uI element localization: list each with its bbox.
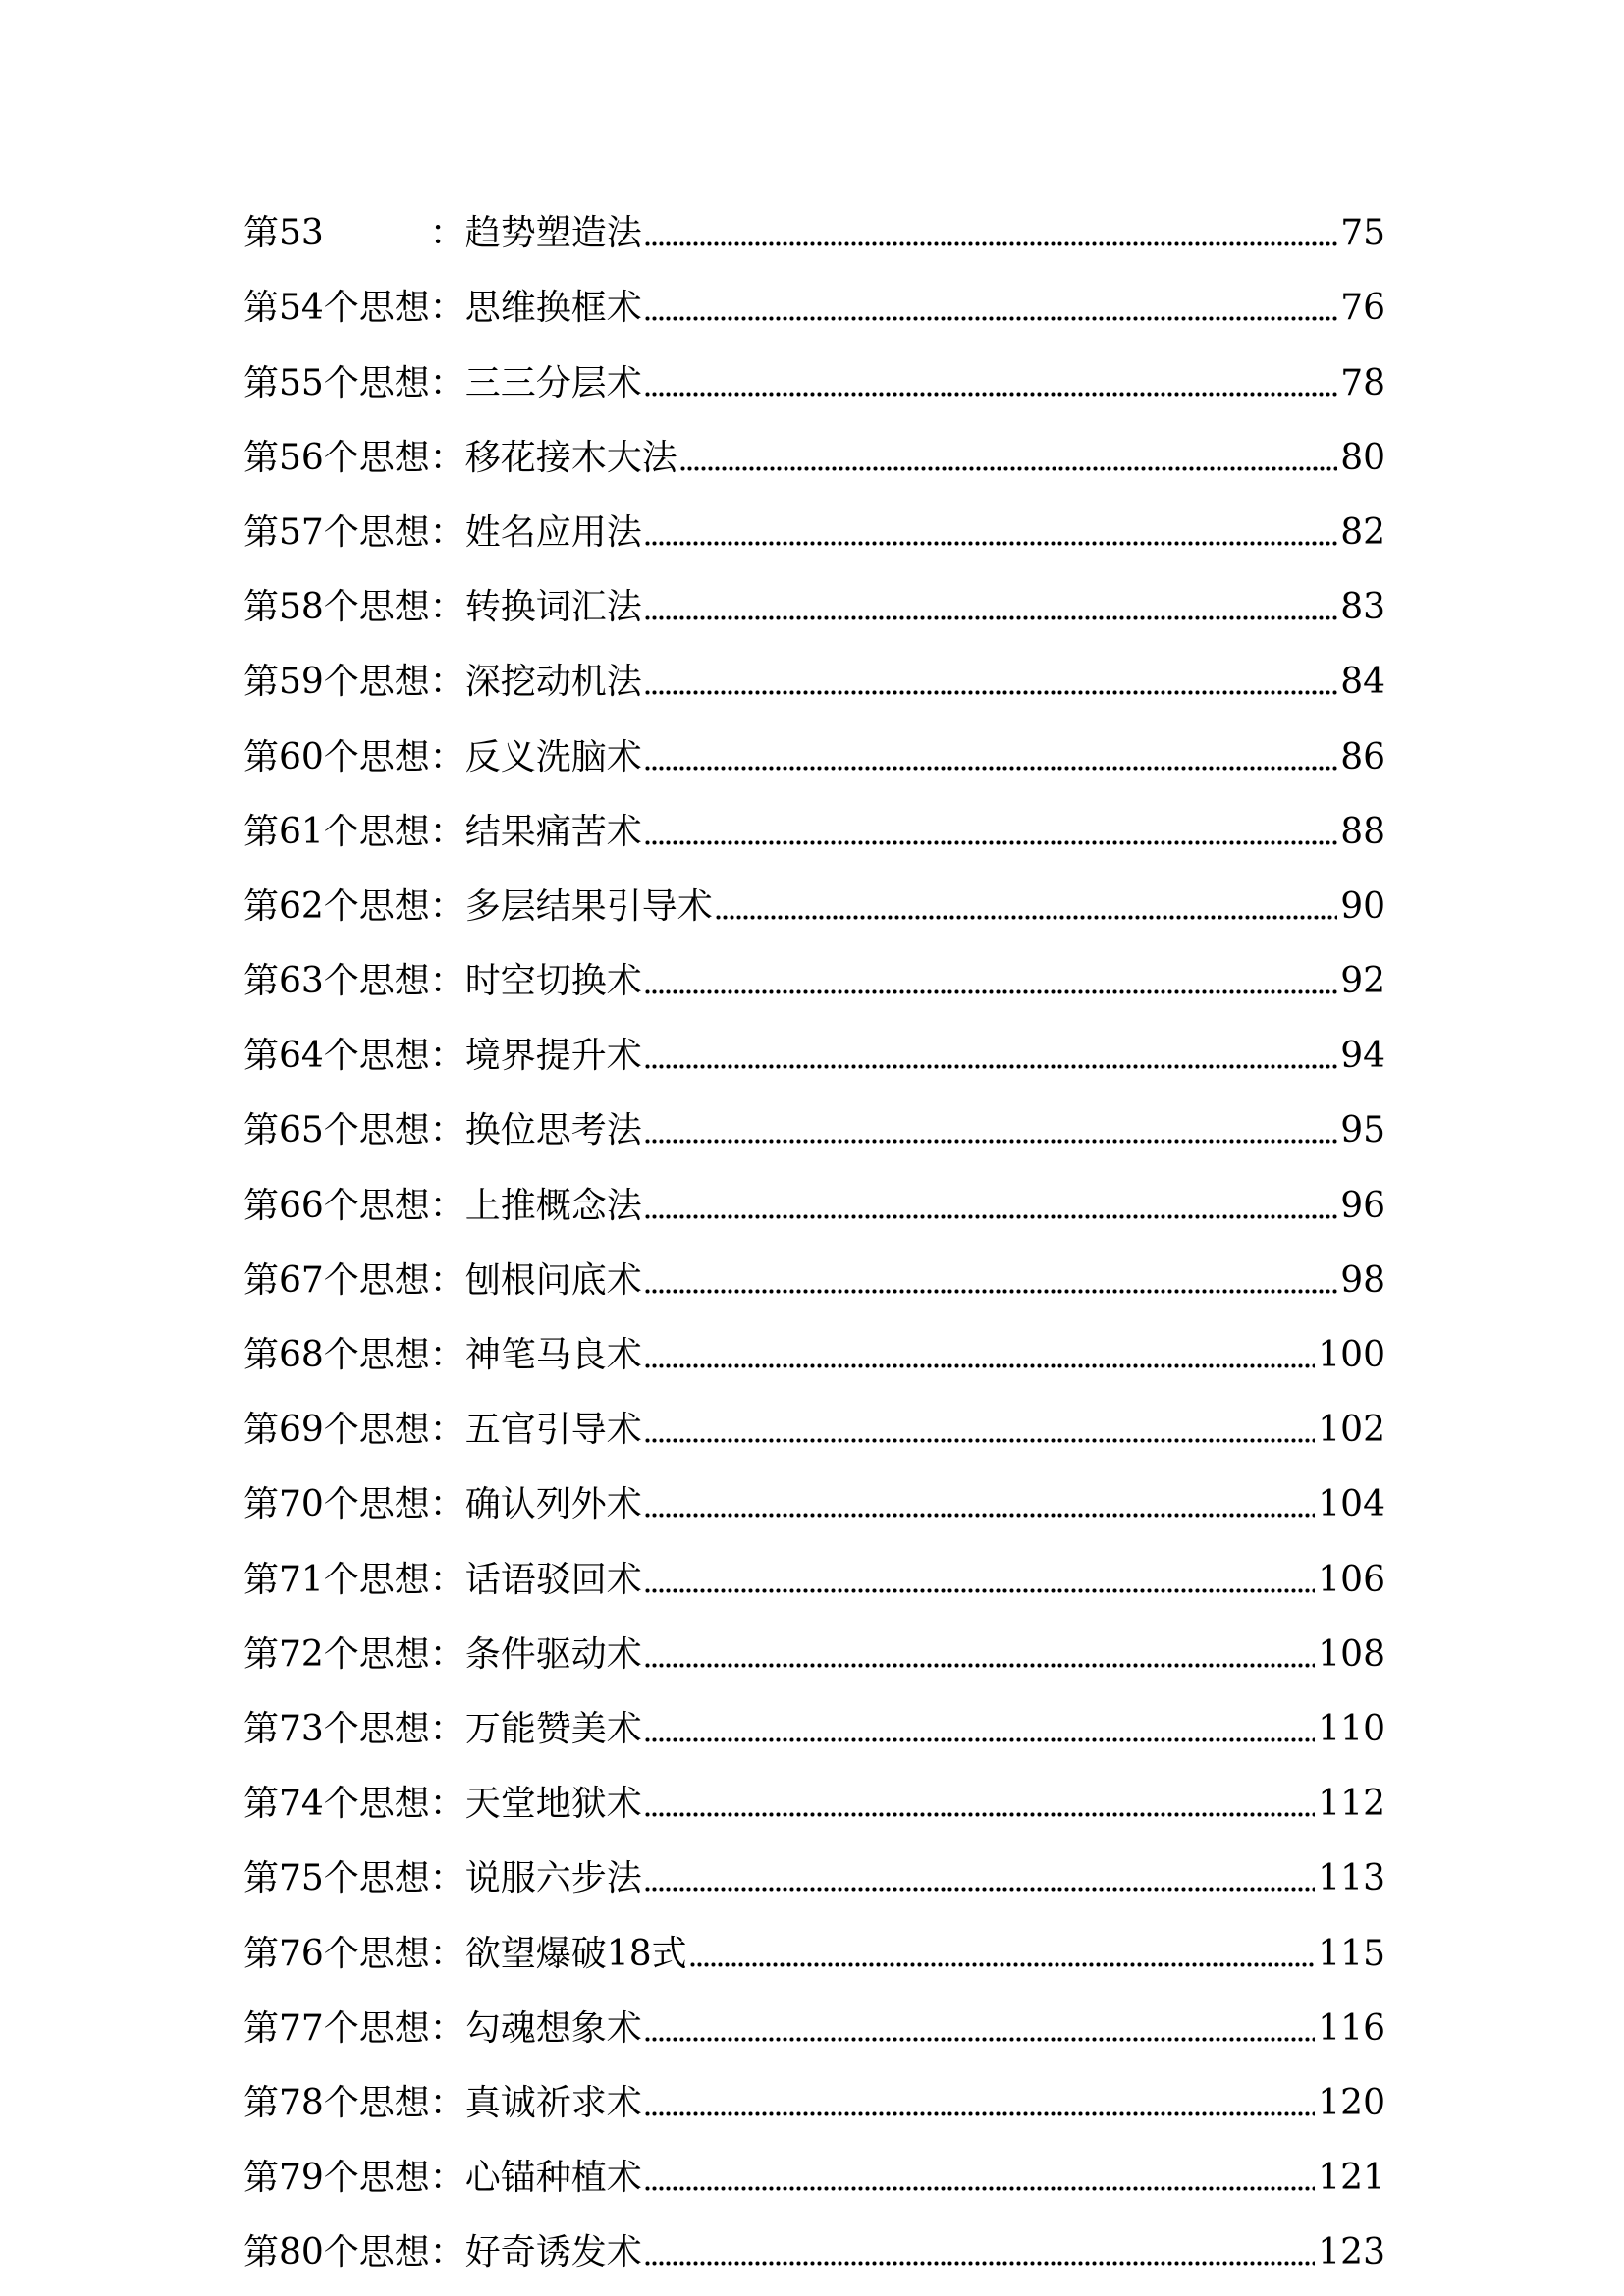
toc-entry[interactable] <box>244 415 1385 490</box>
toc-entry[interactable] <box>244 490 1385 564</box>
toc-entry[interactable] <box>244 1686 1385 1761</box>
dot-leader <box>645 1513 1315 1518</box>
toc-page-number: 88 <box>1340 811 1385 852</box>
toc-entry[interactable] <box>244 1088 1385 1162</box>
toc-entry-title: 第74个思想：天堂地狱术 <box>244 1784 642 1825</box>
toc-entry[interactable] <box>244 789 1385 864</box>
dot-leader <box>690 1962 1316 1967</box>
toc-entry-title: 第58个思想：转换词汇法 <box>244 587 642 628</box>
toc-entry-title: 第55个思想：三三分层术 <box>244 362 642 403</box>
dot-leader <box>645 989 1337 994</box>
dot-leader <box>645 615 1337 620</box>
toc-entry-title: 第78个思想：真诚祈求术 <box>244 2082 642 2123</box>
toc-entry[interactable] <box>244 1162 1385 1237</box>
toc-entry-title: 第80个思想：好奇诱发术 <box>244 2232 642 2273</box>
dot-leader <box>645 392 1337 397</box>
toc-entry-title: 第65个思想：换位思考法 <box>244 1110 642 1151</box>
toc-entry-title: 第61个思想：结果痛苦术 <box>244 811 642 852</box>
table-of-contents <box>244 190 1385 2284</box>
dot-leader <box>716 915 1337 920</box>
toc-entry-title: 第71个思想：话语驳回术 <box>244 1559 642 1600</box>
toc-page-number: 90 <box>1340 885 1385 927</box>
toc-entry[interactable] <box>244 1312 1385 1387</box>
toc-page-number: 98 <box>1340 1259 1385 1301</box>
toc-entry[interactable] <box>244 1238 1385 1312</box>
toc-entry-title: 第67个思想：刨根问底术 <box>244 1259 642 1301</box>
toc-entry-title: 第79个思想：心锚种植术 <box>244 2158 642 2199</box>
dot-leader <box>645 316 1337 321</box>
dot-leader <box>645 2261 1315 2266</box>
toc-entry[interactable] <box>244 1910 1385 1985</box>
dot-leader <box>680 466 1337 471</box>
toc-entry-title: 第64个思想：境界提升术 <box>244 1036 642 1077</box>
toc-page-number: 83 <box>1340 587 1385 628</box>
toc-entry[interactable] <box>244 190 1385 265</box>
toc-entry[interactable] <box>244 2210 1385 2284</box>
dot-leader <box>645 2037 1315 2042</box>
toc-entry-title: 第77个思想：勾魂想象术 <box>244 2007 642 2049</box>
toc-entry[interactable] <box>244 265 1385 340</box>
toc-entry-title: 第60个思想：反义洗脑术 <box>244 736 642 777</box>
toc-entry[interactable] <box>244 2135 1385 2210</box>
toc-entry-title: 第76个思想：欲望爆破18式 <box>244 1933 687 1974</box>
toc-page-number: 102 <box>1318 1410 1385 1451</box>
toc-page-number: 75 <box>1340 213 1385 254</box>
toc-entry[interactable] <box>244 564 1385 639</box>
toc-entry-title: 第57个思想：姓名应用法 <box>244 511 642 553</box>
dot-leader <box>645 241 1337 246</box>
toc-entry[interactable] <box>244 639 1385 714</box>
dot-leader <box>645 1438 1315 1443</box>
dot-leader <box>645 1737 1315 1742</box>
toc-entry[interactable] <box>244 2060 1385 2135</box>
toc-page-number: 120 <box>1318 2082 1385 2123</box>
toc-page-number: 116 <box>1318 2007 1385 2049</box>
dot-leader <box>645 1812 1315 1817</box>
toc-entry-title: 第63个思想：时空切换术 <box>244 961 642 1002</box>
toc-page-number: 78 <box>1340 362 1385 403</box>
toc-entry-title: 第53 ：趋势塑造法 <box>244 213 642 254</box>
toc-entry[interactable] <box>244 1761 1385 1836</box>
toc-entry-title: 第72个思想：条件驱动术 <box>244 1633 642 1675</box>
toc-entry[interactable] <box>244 340 1385 414</box>
dot-leader <box>645 1289 1337 1294</box>
toc-entry-title: 第73个思想：万能赞美术 <box>244 1708 642 1749</box>
toc-page-number: 92 <box>1340 961 1385 1002</box>
toc-entry-title: 第56个思想：移花接木大法 <box>244 437 677 478</box>
toc-page-number: 80 <box>1340 437 1385 478</box>
toc-entry-title: 第54个思想：思维换框术 <box>244 288 642 329</box>
toc-entry[interactable] <box>244 864 1385 938</box>
dot-leader <box>645 1663 1315 1668</box>
toc-page-number: 94 <box>1340 1036 1385 1077</box>
dot-leader <box>645 1139 1337 1144</box>
toc-page-number: 100 <box>1318 1335 1385 1375</box>
toc-entry-title: 第68个思想：神笔马良术 <box>244 1335 642 1375</box>
dot-leader <box>645 1363 1315 1368</box>
dot-leader <box>645 840 1337 845</box>
toc-entry-title: 第59个思想：深挖动机法 <box>244 662 642 703</box>
dot-leader <box>645 690 1337 695</box>
toc-page-number: 76 <box>1340 288 1385 329</box>
dot-leader <box>645 1588 1315 1593</box>
toc-page-number: 95 <box>1340 1110 1385 1151</box>
toc-entry[interactable] <box>244 1536 1385 1611</box>
toc-entry[interactable] <box>244 1612 1385 1686</box>
toc-page-number: 82 <box>1340 511 1385 553</box>
toc-entry[interactable] <box>244 1013 1385 1088</box>
dot-leader <box>645 1064 1337 1069</box>
toc-page-number: 112 <box>1318 1784 1385 1825</box>
toc-entry-title: 第66个思想：上推概念法 <box>244 1185 642 1226</box>
toc-page-number: 84 <box>1340 662 1385 703</box>
toc-entry[interactable] <box>244 938 1385 1013</box>
toc-page-number: 104 <box>1318 1484 1385 1525</box>
dot-leader <box>645 1214 1337 1219</box>
toc-page-number: 106 <box>1318 1559 1385 1600</box>
toc-entry[interactable] <box>244 1462 1385 1536</box>
toc-page-number: 86 <box>1340 736 1385 777</box>
dot-leader <box>645 2186 1315 2191</box>
toc-page-number: 108 <box>1318 1633 1385 1675</box>
toc-entry-title: 第62个思想：多层结果引导术 <box>244 885 713 927</box>
toc-entry[interactable] <box>244 714 1385 788</box>
dot-leader <box>645 541 1337 546</box>
toc-entry[interactable] <box>244 1836 1385 1910</box>
toc-page-number: 113 <box>1318 1858 1385 1899</box>
dot-leader <box>645 2111 1315 2116</box>
toc-entry[interactable] <box>244 1986 1385 2060</box>
dot-leader <box>645 1887 1315 1892</box>
toc-entry-title: 第75个思想：说服六步法 <box>244 1858 642 1899</box>
dot-leader <box>645 766 1337 771</box>
toc-entry-title: 第70个思想：确认列外术 <box>244 1484 642 1525</box>
toc-entry-title: 第69个思想：五官引导术 <box>244 1410 642 1451</box>
toc-page-number: 123 <box>1318 2232 1385 2273</box>
toc-page-number: 121 <box>1318 2158 1385 2199</box>
toc-page-number: 110 <box>1318 1708 1385 1749</box>
toc-entry[interactable] <box>244 1387 1385 1462</box>
toc-page-number: 96 <box>1340 1185 1385 1226</box>
toc-page-number: 115 <box>1318 1933 1385 1974</box>
